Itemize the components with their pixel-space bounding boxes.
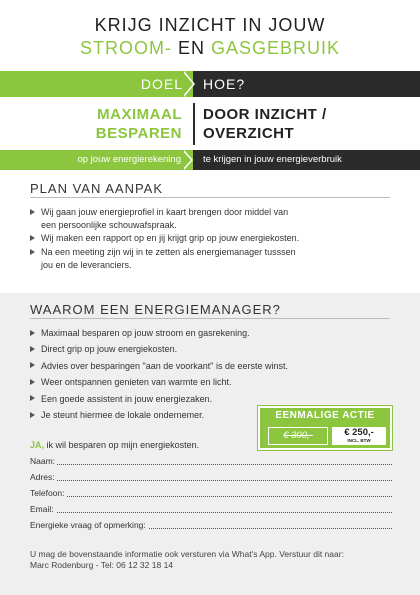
bullet-triangle-icon [30, 362, 35, 368]
old-price [268, 427, 328, 445]
chevron-right-icon [182, 150, 191, 170]
promo-title-a: EENMALIGE [275, 410, 340, 421]
goal-line-1: MAXIMAAL [97, 106, 182, 123]
list-item [30, 206, 395, 219]
field-label: Email: [30, 504, 54, 514]
field-label: Adres: [30, 472, 55, 482]
divider [193, 103, 195, 145]
list-item-text: een persoonlijke schouwafspraak. [41, 220, 177, 231]
new-price-incl: INCL. BTW [347, 438, 371, 443]
method-line-2: OVERZICHT [203, 125, 295, 142]
bullet-triangle-icon [30, 249, 35, 255]
field-line [30, 512, 392, 513]
form-intro: ik wil besparen op mijn energiekosten. [46, 440, 200, 450]
title-gasgebruik: GASGEBRUIK [211, 38, 341, 58]
title-stroom: STROOM- [79, 38, 172, 58]
bullet-triangle-icon [30, 346, 35, 352]
list-item [30, 341, 400, 357]
list-item [30, 246, 395, 259]
list-item-text: jou en de leveranciers. [41, 259, 132, 270]
doel-hoe-banner [0, 71, 420, 97]
list-item-text: Wij gaan jouw energieprofiel in kaart brengen door middel van [41, 207, 289, 217]
bullet-triangle-icon [30, 330, 35, 336]
waarom-title: WAAROM EEN ENERGIEMANAGER? [30, 302, 281, 317]
sub-right-text: te krijgen in jouw energieverbruik [193, 150, 420, 170]
list-item [30, 219, 395, 232]
address-field[interactable] [30, 471, 392, 483]
form-ja: JA, [30, 440, 45, 450]
bullet-triangle-icon [30, 412, 35, 418]
footer-line-1: U mag de bovenstaande informatie ook versturen via What's App. Verstuur dit naar: [30, 549, 344, 559]
field-line [30, 464, 392, 465]
bullet-triangle-icon [30, 235, 35, 241]
list-item [30, 391, 400, 407]
question-field[interactable] [30, 519, 392, 531]
divider [30, 197, 390, 198]
bullet-triangle-icon [30, 395, 35, 401]
new-price-amount: € 250,- [344, 427, 374, 438]
footer-note [30, 549, 400, 571]
list-item [30, 374, 400, 390]
hoe-label: HOE? [193, 71, 420, 97]
promo-badge [258, 406, 392, 450]
list-item-text: Wij maken een rapport op en jij krijgt grip op jouw energiekosten. [41, 233, 300, 244]
plan-list [30, 206, 395, 272]
promo-title [260, 410, 390, 421]
title-line-2 [0, 36, 420, 60]
form-heading [30, 440, 199, 450]
goal-method-block [0, 101, 420, 147]
field-label: Naam: [30, 456, 56, 466]
field-label: Energieke vraag of opmerking: [30, 520, 146, 530]
field-label: Telefoon: [30, 488, 65, 498]
list-item [30, 325, 400, 341]
footer-line-2: Marc Rodenburg - Tel: 06 12 32 18 14 [30, 560, 174, 570]
plan-title: PLAN VAN AANPAK [30, 181, 164, 196]
list-item [30, 232, 395, 245]
bullet-triangle-icon [30, 379, 35, 385]
list-item-text: Je steunt hiermee de lokale ondernemer. [41, 410, 205, 421]
sub-banner [0, 150, 420, 170]
email-field[interactable] [30, 503, 392, 515]
chevron-right-icon [182, 71, 193, 97]
phone-field[interactable] [30, 487, 392, 499]
field-line [30, 480, 392, 481]
list-item-text: Na een meeting zijn wij in te zetten als energiemanager tusssen [41, 246, 296, 257]
divider [30, 318, 390, 319]
method-text [203, 105, 327, 143]
bullet-triangle-icon [30, 209, 35, 215]
goal-line-2: BESPAREN [95, 125, 182, 142]
title-line-1: KRIJG INZICHT IN JOUW [94, 15, 326, 35]
name-field[interactable] [30, 455, 392, 467]
list-item-text: Een goede assistent in jouw energiezaken. [41, 393, 213, 404]
field-line [30, 496, 392, 497]
goal-text [0, 105, 182, 143]
new-price [332, 427, 386, 445]
list-item-text: Weer ontspannen genieten van warmte en licht. [41, 377, 232, 388]
list-item [30, 358, 400, 374]
sub-left-text: op jouw energierekening [0, 150, 193, 170]
doel-label: DOEL [0, 71, 193, 97]
old-price-text: € 300,- [283, 430, 313, 441]
list-item-text: Advies over besparingen "aan de voorkant" is de eerste winst. [41, 360, 289, 371]
list-item [30, 259, 395, 272]
list-item-text: Maximaal besparen op jouw stroom en gasrekening. [41, 328, 250, 338]
method-line-1: DOOR INZICHT / [203, 106, 327, 123]
promo-title-b: ACTIE [342, 410, 375, 421]
title-en: EN [177, 38, 205, 58]
list-item-text: Direct grip op jouw energiekosten. [41, 344, 178, 355]
page-title [0, 14, 420, 60]
